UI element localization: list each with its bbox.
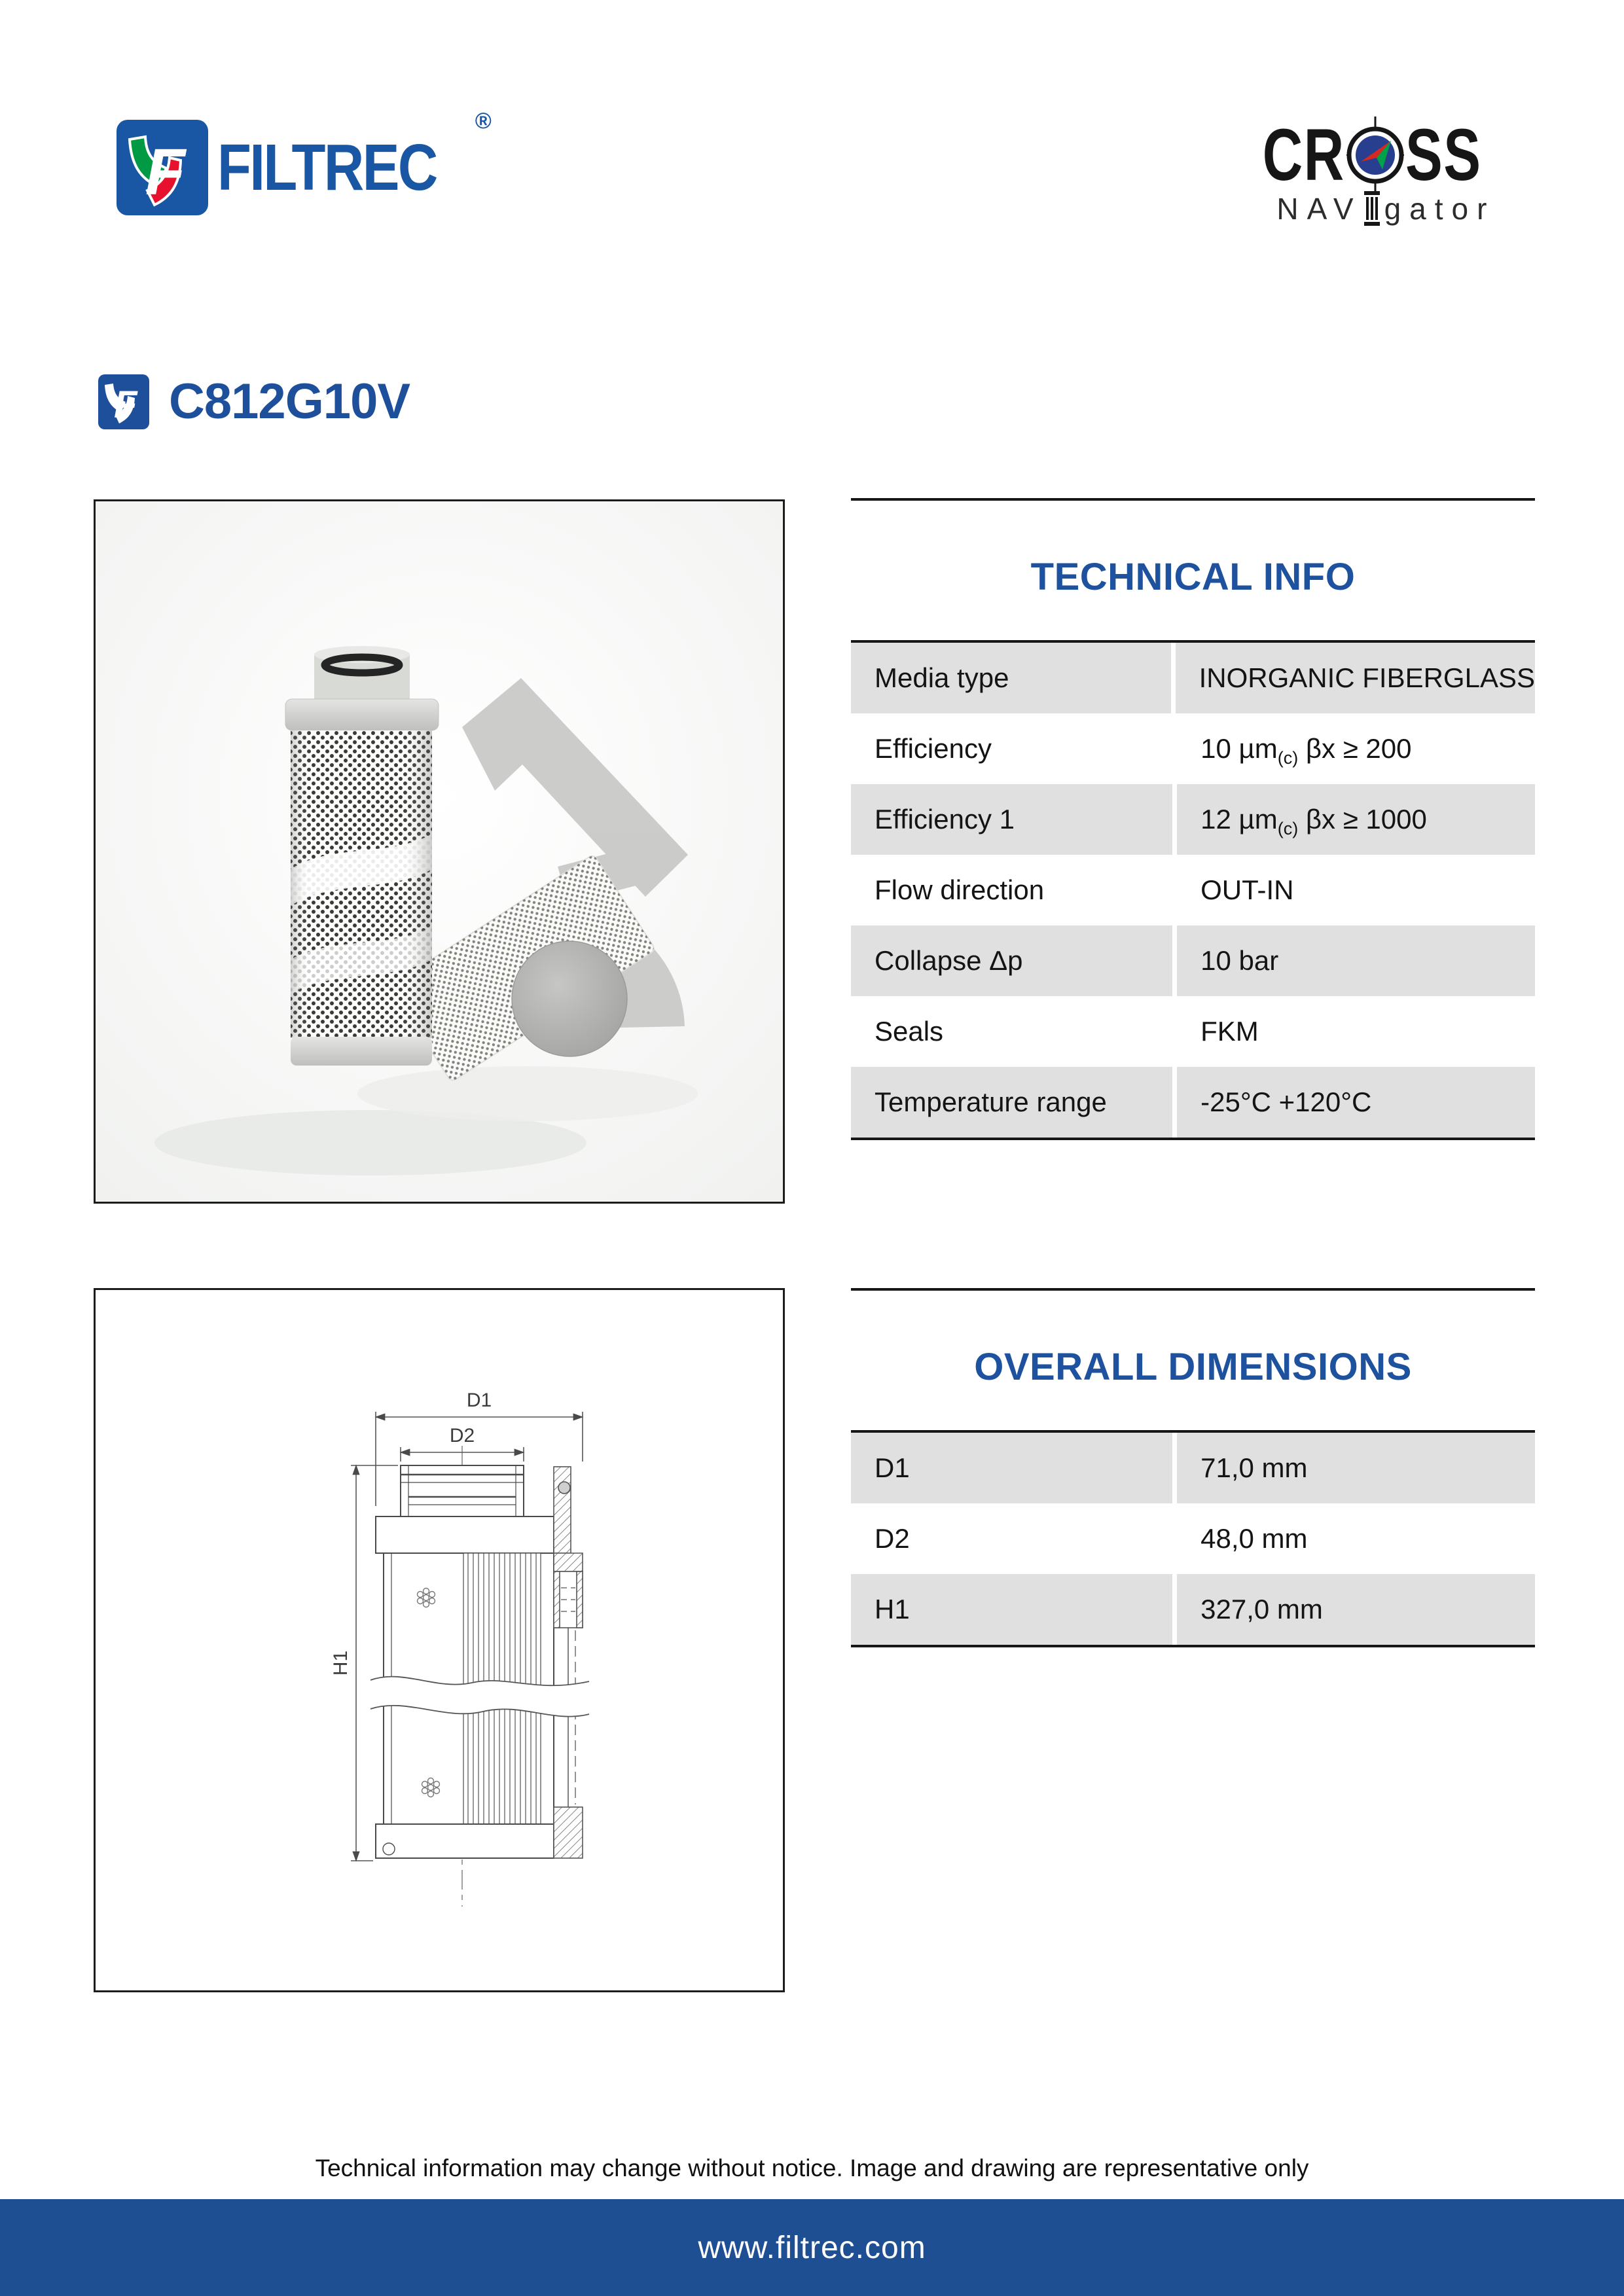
- overall-dimensions-table: [851, 1430, 1535, 1647]
- filtrec-logo: [117, 109, 492, 215]
- cross-letters-ss: SS: [1405, 114, 1482, 196]
- row-label: D2: [851, 1503, 1172, 1574]
- table-row: [851, 784, 1535, 855]
- filter-section-outline: [376, 1465, 575, 1858]
- product-photo: [96, 501, 783, 1202]
- technical-info-table: [851, 640, 1535, 1140]
- row-label: Temperature range: [851, 1067, 1172, 1138]
- product-title: [98, 373, 410, 430]
- website-link[interactable]: www.filtrec.com: [698, 2230, 926, 2265]
- filtrec-wordmark: [217, 109, 492, 204]
- row-value: 327,0 mm: [1177, 1574, 1535, 1645]
- dim-label-h1: H1: [330, 1650, 352, 1676]
- compass-icon: [1345, 117, 1405, 194]
- row-label: D1: [851, 1433, 1172, 1503]
- product-code: C812G10V: [169, 374, 410, 429]
- row-value: [1177, 996, 1535, 1067]
- row-value-text: INORGANIC FIBERGLASS: [1199, 662, 1535, 693]
- section-divider: [851, 498, 1535, 501]
- row-value: [1176, 643, 1535, 713]
- filtrec-mark-icon: [117, 120, 208, 215]
- row-value: [1177, 855, 1535, 925]
- row-label: Collapse Δp: [851, 925, 1172, 996]
- row-value-sub: (c): [1277, 748, 1299, 768]
- product-code-icon: [98, 374, 149, 429]
- table-row: [851, 643, 1535, 713]
- dim-label-d1: D1: [466, 1390, 492, 1411]
- row-value-post: βx ≥ 1000: [1298, 803, 1427, 834]
- row-value-text: 12 µm: [1200, 803, 1278, 834]
- row-value-sub: (c): [1277, 819, 1299, 839]
- table-row: [851, 1503, 1535, 1574]
- row-value: 71,0 mm: [1177, 1433, 1535, 1503]
- dim-label-d2: D2: [449, 1425, 475, 1446]
- table-row: [851, 713, 1535, 784]
- product-photo-box: [94, 499, 785, 1204]
- overall-dimensions-title: OVERALL DIMENSIONS: [974, 1346, 1412, 1388]
- technical-info-section: [851, 498, 1535, 1140]
- table-row: [851, 855, 1535, 925]
- svg-text:F: F: [145, 135, 186, 209]
- navigator-subtext-post: gator: [1384, 192, 1496, 226]
- row-value: [1177, 1067, 1535, 1138]
- table-row: [851, 925, 1535, 996]
- column-icon: [1363, 191, 1380, 226]
- row-label: Flow direction: [851, 855, 1172, 925]
- technical-drawing: [96, 1290, 783, 1990]
- cross-letters-cr: CR: [1262, 114, 1345, 196]
- cross-navigator-logo: [1236, 114, 1506, 226]
- row-value: [1177, 784, 1535, 855]
- filtrec-wordmark-text: FILTREC: [217, 131, 437, 204]
- row-value-text: 10 bar: [1200, 944, 1279, 976]
- row-label: Seals: [851, 996, 1172, 1067]
- table-row: [851, 996, 1535, 1067]
- overall-dimensions-section: [851, 1288, 1535, 1647]
- row-label: Media type: [851, 643, 1171, 713]
- row-value: [1177, 925, 1535, 996]
- row-value-text: -25°C +120°C: [1200, 1086, 1372, 1117]
- row-value: [1177, 713, 1535, 784]
- row-label: Efficiency 1: [851, 784, 1172, 855]
- cross-logo-row: [1236, 114, 1506, 196]
- footer-bar: [0, 2199, 1624, 2296]
- row-value-text: FKM: [1200, 1015, 1259, 1047]
- registered-trademark-symbol: ®: [475, 109, 492, 134]
- disclaimer-text: Technical information may change without notice. Image and drawing are representative only: [315, 2155, 1309, 2181]
- row-label: H1: [851, 1574, 1172, 1645]
- row-value-text: OUT-IN: [1200, 874, 1294, 905]
- svg-text:F: F: [114, 383, 137, 426]
- navigator-subtext-pre: NAV: [1276, 192, 1362, 226]
- row-value: 48,0 mm: [1177, 1503, 1535, 1574]
- row-value-text: 10 µm: [1200, 732, 1278, 764]
- section-divider: [851, 1288, 1535, 1291]
- row-label: Efficiency: [851, 713, 1172, 784]
- table-row: [851, 1574, 1535, 1645]
- filter-element-standing: [285, 646, 439, 1066]
- technical-drawing-box: [94, 1288, 785, 1992]
- technical-info-title: TECHNICAL INFO: [1030, 556, 1356, 598]
- filter-end-cap: [512, 941, 627, 1056]
- navigator-subtext: [1246, 191, 1495, 226]
- table-row: [851, 1067, 1535, 1138]
- table-row: [851, 1433, 1535, 1503]
- row-value-post: βx ≥ 200: [1298, 732, 1412, 764]
